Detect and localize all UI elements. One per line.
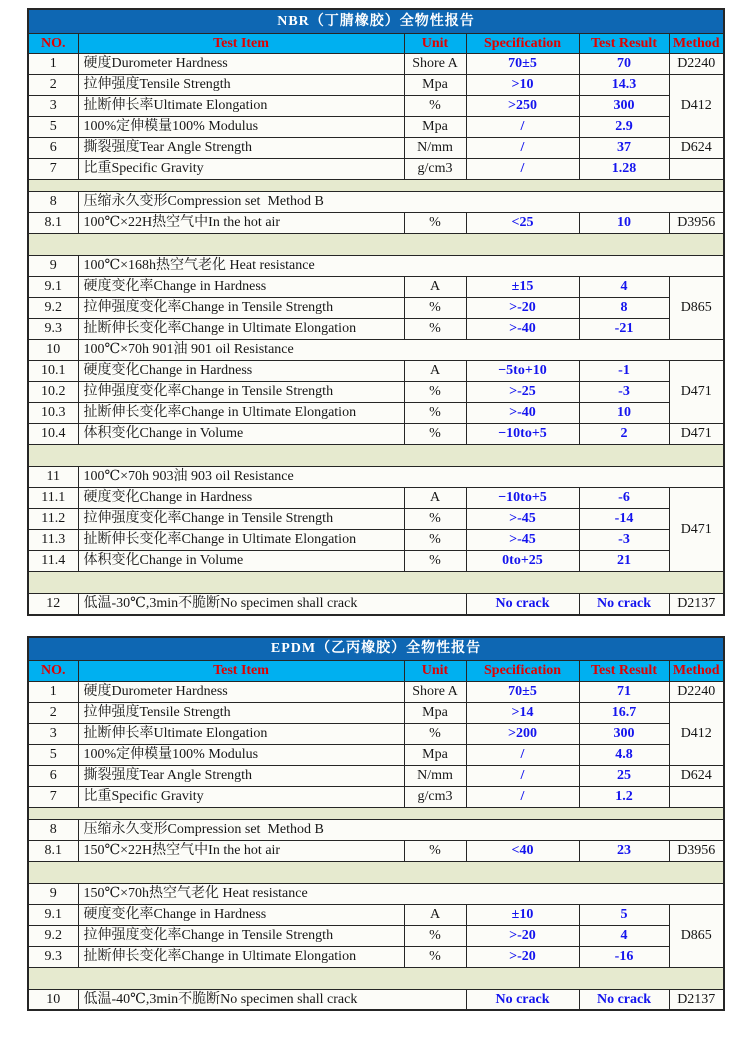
cell-unit: A [404, 361, 466, 382]
cell-item: 150℃×22H热空气中In the hot air [78, 840, 404, 861]
cell-item: 比重Specific Gravity [78, 159, 404, 180]
cell-item: 扯断伸长变化率Change in Ultimate Elongation [78, 946, 404, 967]
spacer-row [28, 445, 724, 467]
table-row [28, 277, 724, 298]
cell-item: 扯断伸长变化率Change in Ultimate Elongation [78, 530, 404, 551]
table-row [28, 424, 724, 445]
cell-no: 10.1 [28, 361, 78, 382]
report-table-0 [27, 8, 725, 616]
cell-specification: >-40 [466, 319, 579, 340]
cell-specification: >-40 [466, 403, 579, 424]
cell-test-result: 21 [579, 551, 669, 572]
cell-specification: ±10 [466, 904, 579, 925]
cell-item: 撕裂强度Tear Angle Strength [78, 138, 404, 159]
cell-specification: −10to+5 [466, 488, 579, 509]
cell-test-result: -1 [579, 361, 669, 382]
table-row [28, 819, 724, 840]
cell-method: D865 [669, 904, 724, 967]
cell-test-result: 71 [579, 681, 669, 702]
cell-no: 3 [28, 96, 78, 117]
cell-test-result: 4 [579, 277, 669, 298]
cell-specification: No crack [466, 989, 579, 1010]
table-row [28, 117, 724, 138]
column-header-unit: Unit [404, 33, 466, 54]
cell-test-result: -16 [579, 946, 669, 967]
table-row [28, 159, 724, 180]
cell-test-result: No crack [579, 989, 669, 1010]
cell-item: 扯断伸长变化率Change in Ultimate Elongation [78, 319, 404, 340]
cell-no: 5 [28, 117, 78, 138]
section-spacer [28, 861, 724, 883]
cell-specification: / [466, 159, 579, 180]
table-row [28, 340, 724, 361]
table-row [28, 75, 724, 96]
cell-item: 拉伸强度Tensile Strength [78, 702, 404, 723]
cell-test-result: -21 [579, 319, 669, 340]
section-spacer [28, 445, 724, 467]
table-row [28, 298, 724, 319]
column-header-unit: Unit [404, 661, 466, 682]
column-header-no: NO. [28, 661, 78, 682]
section-spacer [28, 967, 724, 989]
table-row [28, 765, 724, 786]
cell-method: D2240 [669, 681, 724, 702]
cell-specification: / [466, 138, 579, 159]
cell-method [669, 159, 724, 180]
cell-item: 拉伸强度变化率Change in Tensile Strength [78, 298, 404, 319]
table-row [28, 744, 724, 765]
cell-unit: A [404, 488, 466, 509]
table-row [28, 361, 724, 382]
cell-unit: A [404, 277, 466, 298]
cell-item: 拉伸强度变化率Change in Tensile Strength [78, 382, 404, 403]
cell-item: 低温-30℃,3min不脆断No specimen shall crack [78, 594, 466, 615]
cell-no: 10 [28, 340, 78, 361]
cell-test-result: 1.28 [579, 159, 669, 180]
cell-section-item: 压缩永久变形Compression set Method B [78, 192, 724, 213]
cell-unit: A [404, 904, 466, 925]
cell-no: 11.2 [28, 509, 78, 530]
title-row [28, 9, 724, 33]
cell-method: D2240 [669, 54, 724, 75]
cell-item: 拉伸强度变化率Change in Tensile Strength [78, 509, 404, 530]
spacer-row [28, 861, 724, 883]
cell-specification: >14 [466, 702, 579, 723]
cell-specification: 0to+25 [466, 551, 579, 572]
cell-test-result: 4 [579, 925, 669, 946]
column-header-specification: Specification [466, 33, 579, 54]
cell-test-result: No crack [579, 594, 669, 615]
cell-method: D624 [669, 138, 724, 159]
cell-no: 9.1 [28, 904, 78, 925]
cell-item: 100%定伸模量100% Modulus [78, 744, 404, 765]
table-row [28, 467, 724, 488]
cell-no: 10 [28, 989, 78, 1010]
report-table-1 [27, 636, 725, 1012]
cell-no: 12 [28, 594, 78, 615]
cell-no: 9 [28, 256, 78, 277]
cell-unit: g/cm3 [404, 786, 466, 807]
cell-specification: −10to+5 [466, 424, 579, 445]
cell-unit: N/mm [404, 138, 466, 159]
table-row [28, 213, 724, 234]
cell-test-result: -6 [579, 488, 669, 509]
cell-item: 比重Specific Gravity [78, 786, 404, 807]
cell-specification: >-45 [466, 530, 579, 551]
cell-method: D624 [669, 765, 724, 786]
cell-method [669, 786, 724, 807]
cell-item: 撕裂强度Tear Angle Strength [78, 765, 404, 786]
cell-no: 8.1 [28, 840, 78, 861]
table-row [28, 723, 724, 744]
cell-unit: % [404, 509, 466, 530]
table-row [28, 488, 724, 509]
table-row [28, 382, 724, 403]
cell-no: 3 [28, 723, 78, 744]
cell-test-result: 25 [579, 765, 669, 786]
report-title: NBR（丁腈橡胶）全物性报告 [28, 9, 724, 33]
spacer-row [28, 807, 724, 819]
spacer-row [28, 967, 724, 989]
cell-unit: % [404, 840, 466, 861]
cell-unit: Shore A [404, 54, 466, 75]
cell-no: 9.1 [28, 277, 78, 298]
cell-item: 硬度Durometer Hardness [78, 54, 404, 75]
spacer-row [28, 572, 724, 594]
cell-test-result: 5 [579, 904, 669, 925]
cell-item: 扯断伸长率Ultimate Elongation [78, 723, 404, 744]
cell-no: 9.3 [28, 319, 78, 340]
cell-test-result: 8 [579, 298, 669, 319]
cell-specification: >-45 [466, 509, 579, 530]
cell-specification: 70±5 [466, 54, 579, 75]
cell-unit: Mpa [404, 702, 466, 723]
table-row [28, 551, 724, 572]
cell-no: 10.3 [28, 403, 78, 424]
spacer-row [28, 180, 724, 192]
table-row [28, 883, 724, 904]
cell-method: D412 [669, 702, 724, 765]
table-gap [27, 616, 723, 636]
cell-item: 100%定伸模量100% Modulus [78, 117, 404, 138]
cell-no: 7 [28, 786, 78, 807]
cell-specification: >10 [466, 75, 579, 96]
cell-no: 5 [28, 744, 78, 765]
cell-method: D865 [669, 277, 724, 340]
cell-no: 10.2 [28, 382, 78, 403]
table-row [28, 530, 724, 551]
cell-unit: N/mm [404, 765, 466, 786]
cell-no: 11 [28, 467, 78, 488]
cell-test-result: 300 [579, 96, 669, 117]
table-row [28, 840, 724, 861]
cell-test-result: 10 [579, 213, 669, 234]
cell-unit: % [404, 424, 466, 445]
cell-item: 硬度变化Change in Hardness [78, 361, 404, 382]
table-row [28, 96, 724, 117]
section-spacer [28, 234, 724, 256]
cell-no: 9.3 [28, 946, 78, 967]
cell-no: 8 [28, 192, 78, 213]
cell-no: 1 [28, 54, 78, 75]
column-header-test-item: Test Item [78, 33, 404, 54]
cell-no: 6 [28, 138, 78, 159]
cell-specification: ±15 [466, 277, 579, 298]
cell-test-result: 300 [579, 723, 669, 744]
cell-no: 9 [28, 883, 78, 904]
cell-section-item: 100℃×70h 903油 903 oil Resistance [78, 467, 724, 488]
cell-section-item: 100℃×70h 901油 901 oil Resistance [78, 340, 724, 361]
table-row [28, 192, 724, 213]
cell-unit: Mpa [404, 744, 466, 765]
cell-test-result: -14 [579, 509, 669, 530]
cell-unit: % [404, 319, 466, 340]
table-row [28, 54, 724, 75]
cell-item: 硬度变化率Change in Hardness [78, 277, 404, 298]
column-header-specification: Specification [466, 661, 579, 682]
cell-unit: % [404, 382, 466, 403]
cell-item: 扯断伸长率Ultimate Elongation [78, 96, 404, 117]
cell-test-result: 14.3 [579, 75, 669, 96]
section-spacer [28, 807, 724, 819]
cell-specification: >250 [466, 96, 579, 117]
cell-item: 低温-40℃,3min不脆断No specimen shall crack [78, 989, 466, 1010]
cell-specification: / [466, 765, 579, 786]
cell-unit: % [404, 213, 466, 234]
cell-method: D3956 [669, 840, 724, 861]
cell-specification: >-20 [466, 946, 579, 967]
cell-test-result: 10 [579, 403, 669, 424]
table-row [28, 256, 724, 277]
cell-unit: % [404, 551, 466, 572]
cell-unit: Mpa [404, 75, 466, 96]
column-header-test-item: Test Item [78, 661, 404, 682]
section-spacer [28, 572, 724, 594]
cell-test-result: 16.7 [579, 702, 669, 723]
cell-test-result: 1.2 [579, 786, 669, 807]
column-header-row [28, 33, 724, 54]
cell-item: 100℃×22H热空气中In the hot air [78, 213, 404, 234]
cell-method: D3956 [669, 213, 724, 234]
table-row [28, 594, 724, 615]
cell-no: 1 [28, 681, 78, 702]
column-header-no: NO. [28, 33, 78, 54]
cell-unit: % [404, 723, 466, 744]
cell-specification: / [466, 786, 579, 807]
cell-unit: % [404, 96, 466, 117]
cell-no: 11.1 [28, 488, 78, 509]
cell-test-result: 37 [579, 138, 669, 159]
table-row [28, 989, 724, 1010]
cell-unit: Shore A [404, 681, 466, 702]
cell-unit: % [404, 925, 466, 946]
cell-item: 拉伸强度Tensile Strength [78, 75, 404, 96]
cell-item: 体积变化Change in Volume [78, 424, 404, 445]
cell-specification: >-20 [466, 925, 579, 946]
cell-specification: <40 [466, 840, 579, 861]
cell-item: 硬度Durometer Hardness [78, 681, 404, 702]
cell-no: 9.2 [28, 925, 78, 946]
cell-specification: <25 [466, 213, 579, 234]
spacer-row [28, 234, 724, 256]
table-row [28, 403, 724, 424]
cell-unit: % [404, 403, 466, 424]
cell-specification: >-20 [466, 298, 579, 319]
cell-test-result: 2.9 [579, 117, 669, 138]
cell-no: 7 [28, 159, 78, 180]
table-row [28, 946, 724, 967]
cell-unit: Mpa [404, 117, 466, 138]
report-title: EPDM（乙丙橡胶）全物性报告 [28, 637, 724, 661]
column-header-row [28, 661, 724, 682]
cell-item: 硬度变化率Change in Hardness [78, 904, 404, 925]
table-row [28, 138, 724, 159]
cell-specification: / [466, 117, 579, 138]
cell-test-result: 4.8 [579, 744, 669, 765]
cell-specification: >-25 [466, 382, 579, 403]
cell-section-item: 100℃×168h热空气老化 Heat resistance [78, 256, 724, 277]
section-spacer [28, 180, 724, 192]
cell-no: 8.1 [28, 213, 78, 234]
cell-item: 扯断伸长变化率Change in Ultimate Elongation [78, 403, 404, 424]
cell-specification: / [466, 744, 579, 765]
cell-method: D2137 [669, 594, 724, 615]
cell-test-result: -3 [579, 530, 669, 551]
cell-section-item: 压缩永久变形Compression set Method B [78, 819, 724, 840]
cell-test-result: -3 [579, 382, 669, 403]
column-header-method: Method [669, 661, 724, 682]
cell-method: D471 [669, 488, 724, 572]
cell-specification: >200 [466, 723, 579, 744]
cell-test-result: 70 [579, 54, 669, 75]
table-row [28, 681, 724, 702]
column-header-test-result: Test Result [579, 661, 669, 682]
cell-no: 10.4 [28, 424, 78, 445]
cell-method: D471 [669, 424, 724, 445]
cell-no: 11.4 [28, 551, 78, 572]
cell-method: D471 [669, 361, 724, 424]
table-row [28, 925, 724, 946]
cell-test-result: 23 [579, 840, 669, 861]
cell-unit: % [404, 946, 466, 967]
table-row [28, 904, 724, 925]
cell-item: 硬度变化Change in Hardness [78, 488, 404, 509]
cell-test-result: 2 [579, 424, 669, 445]
cell-specification: No crack [466, 594, 579, 615]
cell-no: 2 [28, 702, 78, 723]
cell-no: 2 [28, 75, 78, 96]
cell-specification: −5to+10 [466, 361, 579, 382]
column-header-test-result: Test Result [579, 33, 669, 54]
cell-item: 拉伸强度变化率Change in Tensile Strength [78, 925, 404, 946]
cell-unit: g/cm3 [404, 159, 466, 180]
cell-no: 9.2 [28, 298, 78, 319]
table-row [28, 702, 724, 723]
cell-method: D2137 [669, 989, 724, 1010]
cell-no: 8 [28, 819, 78, 840]
table-row [28, 319, 724, 340]
cell-section-item: 150℃×70h热空气老化 Heat resistance [78, 883, 724, 904]
cell-method: D412 [669, 75, 724, 138]
cell-specification: 70±5 [466, 681, 579, 702]
cell-no: 11.3 [28, 530, 78, 551]
cell-unit: % [404, 298, 466, 319]
table-row [28, 509, 724, 530]
column-header-method: Method [669, 33, 724, 54]
table-row [28, 786, 724, 807]
cell-item: 体积变化Change in Volume [78, 551, 404, 572]
cell-no: 6 [28, 765, 78, 786]
cell-unit: % [404, 530, 466, 551]
title-row [28, 637, 724, 661]
